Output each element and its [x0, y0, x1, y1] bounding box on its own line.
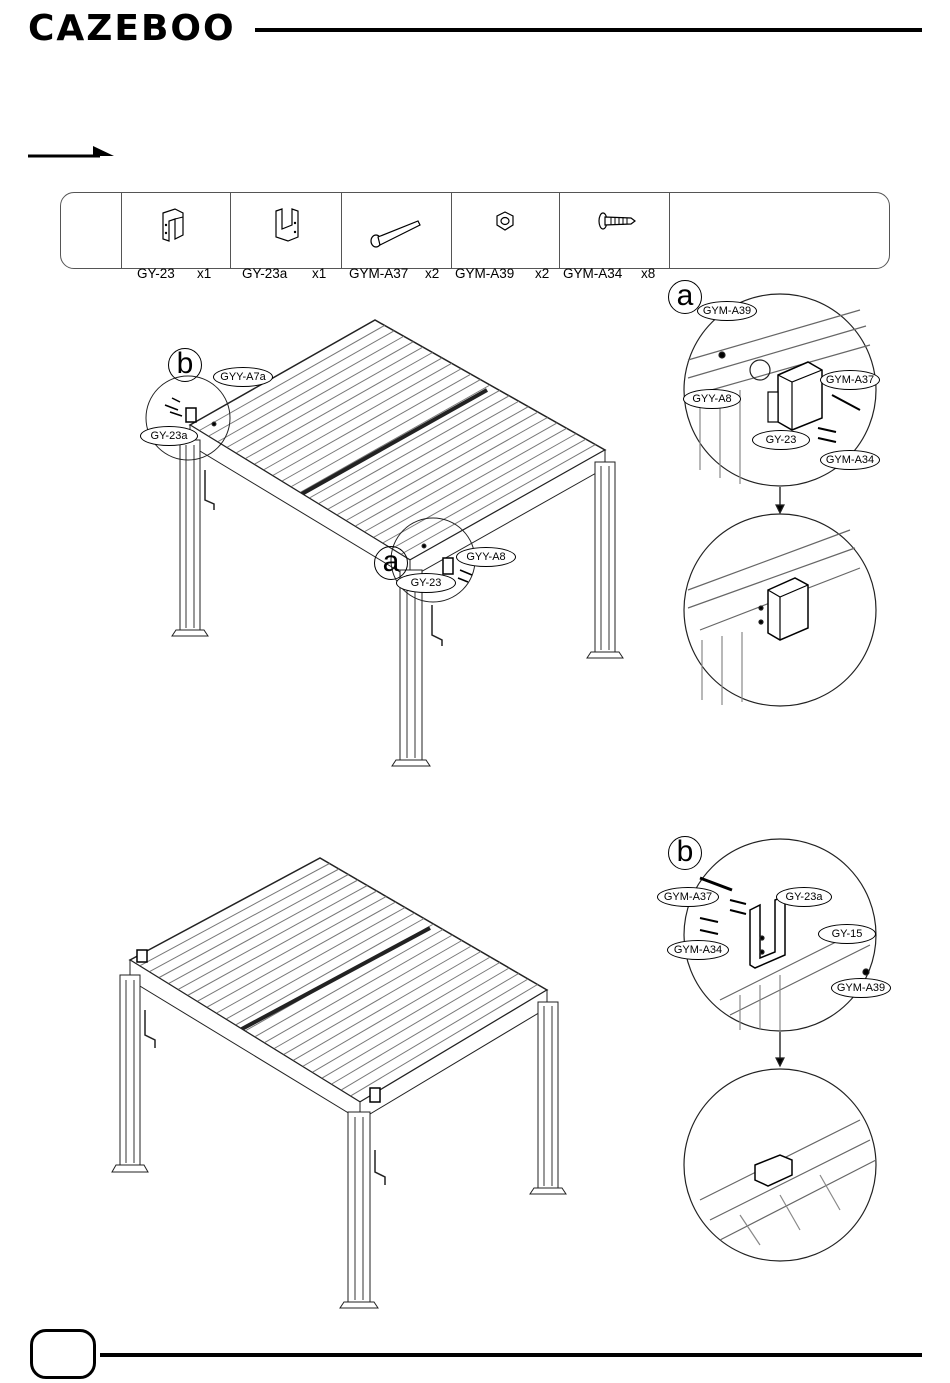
part-code: GYM-A34	[563, 266, 623, 281]
label-gy-23a: GY-23a	[776, 887, 832, 907]
callout-b-marker: b	[168, 348, 202, 382]
part-qty: x2	[535, 266, 550, 281]
detail-a-letter: a	[668, 280, 702, 314]
label-gym-a34: GYM-A34	[667, 940, 729, 960]
part-qty: x1	[312, 266, 327, 281]
part-qty: x2	[425, 266, 440, 281]
brand-logo: CAZEBOO	[28, 8, 236, 49]
part-code: GYM-A39	[455, 266, 515, 281]
label-gy-23: GY-23	[752, 430, 810, 450]
part-code: GYM-A37	[349, 266, 409, 281]
label-gym-a34: GYM-A34	[820, 450, 880, 470]
label-gyy-a7a: GYY-A7a	[213, 367, 273, 387]
footer-rule	[100, 1353, 922, 1357]
detail-b-letter: b	[668, 836, 702, 870]
label-gym-a39: GYM-A39	[697, 301, 757, 321]
callout-a-marker: a	[374, 546, 408, 580]
part-qty: x8	[641, 266, 656, 281]
label-gyy-a8: GYY-A8	[683, 389, 741, 409]
part-code: GY-23a	[242, 266, 288, 281]
page-number-box	[30, 1329, 96, 1379]
label-gy-23: GY-23	[396, 573, 456, 593]
label-gyy-a8: GYY-A8	[456, 547, 516, 567]
label-gym-a39: GYM-A39	[831, 978, 891, 998]
label-gy-23a: GY-23a	[140, 426, 198, 446]
label-gy-15: GY-15	[818, 924, 876, 944]
part-code: GY-23	[137, 266, 175, 281]
label-gym-a37: GYM-A37	[820, 370, 880, 390]
label-gym-a37: GYM-A37	[657, 887, 719, 907]
part-qty: x1	[197, 266, 212, 281]
